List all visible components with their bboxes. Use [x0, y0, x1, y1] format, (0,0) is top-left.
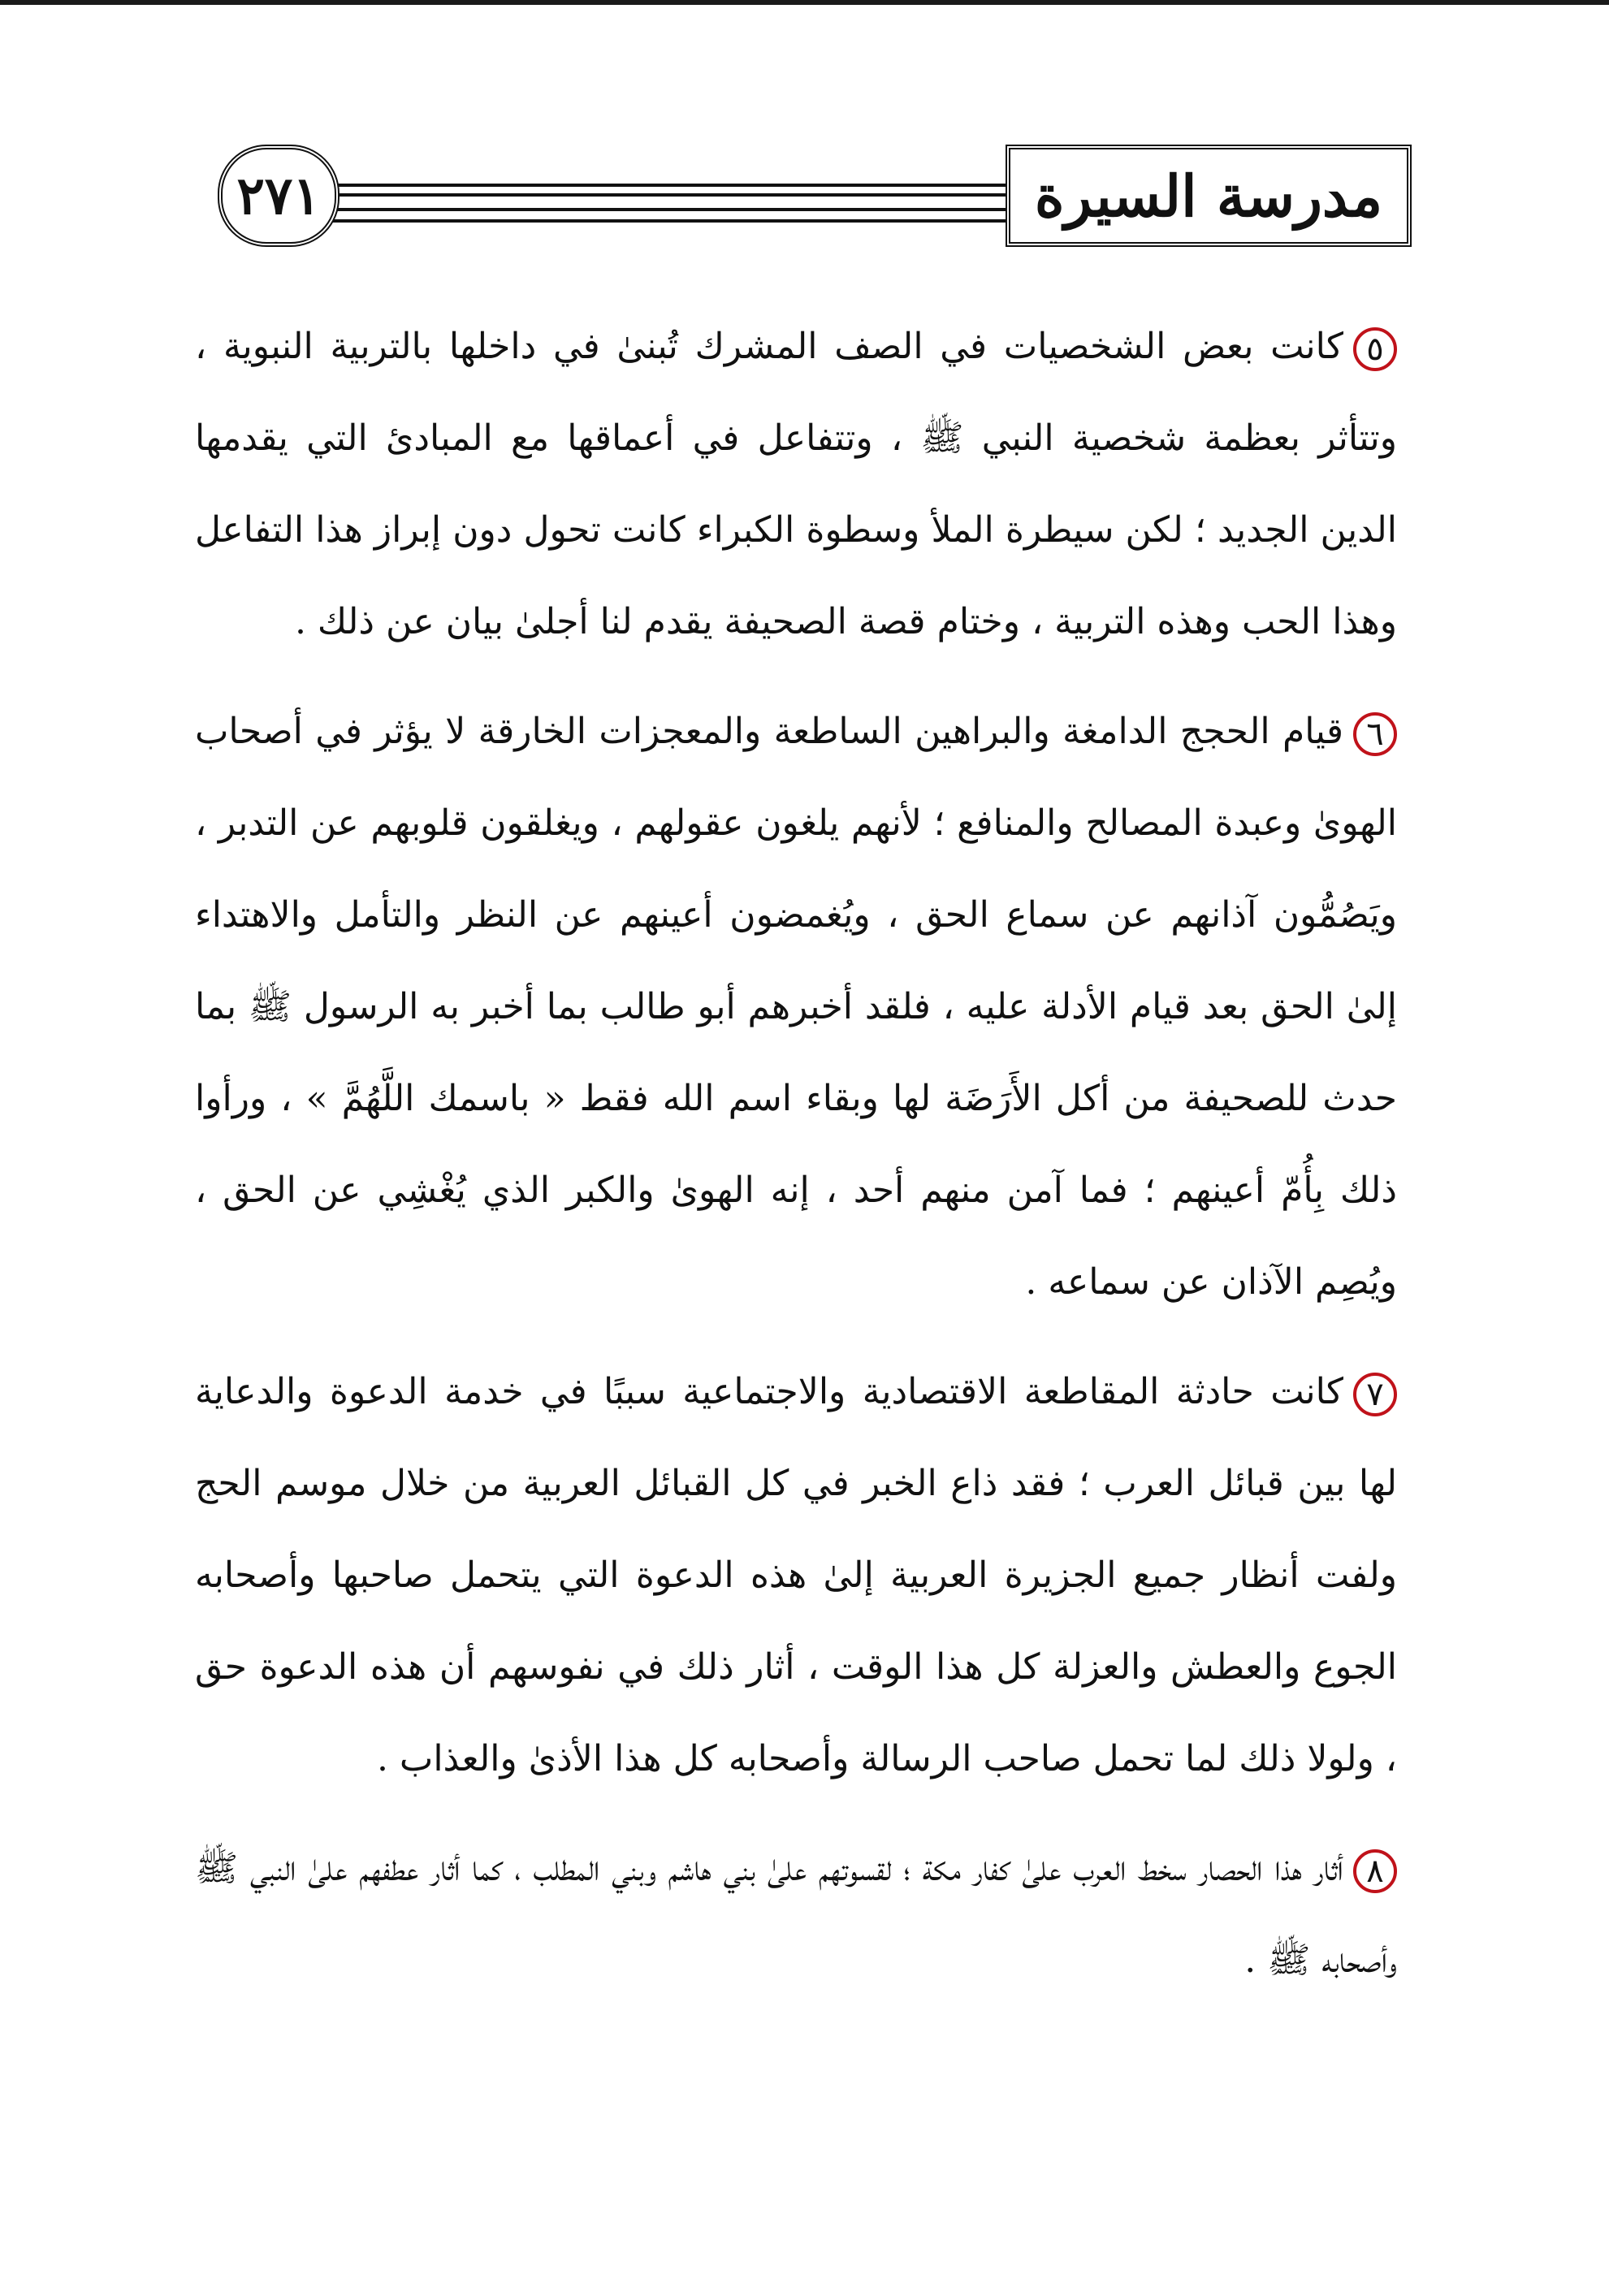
page-header — [193, 145, 1412, 266]
paragraph — [195, 1823, 1397, 2006]
book-title: مدرسة السيرة — [1006, 145, 1412, 247]
paragraph-text: كانت حادثة المقاطعة الاقتصادية والاجتماعية سببًا في خدمة الدعوة والدعاية لها بين قبائل العرب ؛ فقد ذاع الخبر في كل القبائل العربية من خلال موسم الحج ولفت أنظار جميع الجزيرة العربية إلىٰ هذه الدعوة التي يتحمل صاحبها وأصحابه الجوع والعطش والعزلة كل هذا الوقت ، أثار ذلك في نفوسهم أن هذه الدعوة حق ، ولولا ذلك لما تحمل صاحب الرسالة وأصحابه كل هذا الأذىٰ والعذاب . — [195, 1371, 1398, 1779]
paragraph-number: ٨ — [1353, 1849, 1397, 1893]
page-top-edge — [0, 0, 1609, 5]
paragraph-number: ٥ — [1353, 327, 1397, 371]
paragraph — [195, 301, 1397, 668]
page-body — [195, 301, 1397, 2024]
paragraph-number: ٧ — [1353, 1373, 1397, 1416]
paragraph — [195, 685, 1397, 1328]
paragraph-text: قيام الحجج الدامغة والبراهين الساطعة والمعجزات الخارقة لا يؤثر في أصحاب الهوىٰ وعبدة المصالح والمنافع ؛ لأنهم يلغون عقولهم ، ويغلقون قلوبهم عن التدبر ، ويَصُمُّون آذانهم عن سماع الحق ، ويُغمضون أعينهم عن النظر والتأمل والاهتداء إلىٰ الحق بعد قيام الأدلة عليه ، فلقد أخبرهم أبو طالب بما أخبر به الرسول ﷺ بما حدث للصحيفة من أكل الأَرَضَة لها وبقاء اسم الله فقط « باسمك اللَّهُمَّ » ، ورأوا ذلك بِأُمّ أعينهم ؛ فما آمن منهم أحد ، إنه الهوىٰ والكبر الذي يُغْشِي عن الحق ، ويُصِم الآذان عن سماعه . — [195, 711, 1397, 1303]
paragraph-text: أثار هذا الحصار سخط العرب علىٰ كفار مكة ؛ لقسوتهم علىٰ بني هاشم وبني المطلب ، كما أثار عطفهم علىٰ النبي ﷺ وأصحابه ﷺ . — [195, 1848, 1397, 1981]
page-number: ٢٧١ — [218, 145, 340, 247]
paragraph-number: ٦ — [1353, 712, 1397, 756]
paragraph-text: كانت بعض الشخصيات في الصف المشرك تُبنىٰ في داخلها بالتربية النبوية ، وتتأثر بعظمة شخصية النبي ﷺ ، وتتفاعل في أعماقها مع المبادئ التي يقدمها الدين الجديد ؛ لكن سيطرة الملأ وسطوة الكبراء كانت تحول دون إبراز هذا التفاعل وهذا الحب وهذه التربية ، وختام قصة الصحيفة يقدم لنا أجلىٰ بيان عن ذلك . — [195, 326, 1397, 642]
paragraph — [195, 1346, 1397, 1805]
